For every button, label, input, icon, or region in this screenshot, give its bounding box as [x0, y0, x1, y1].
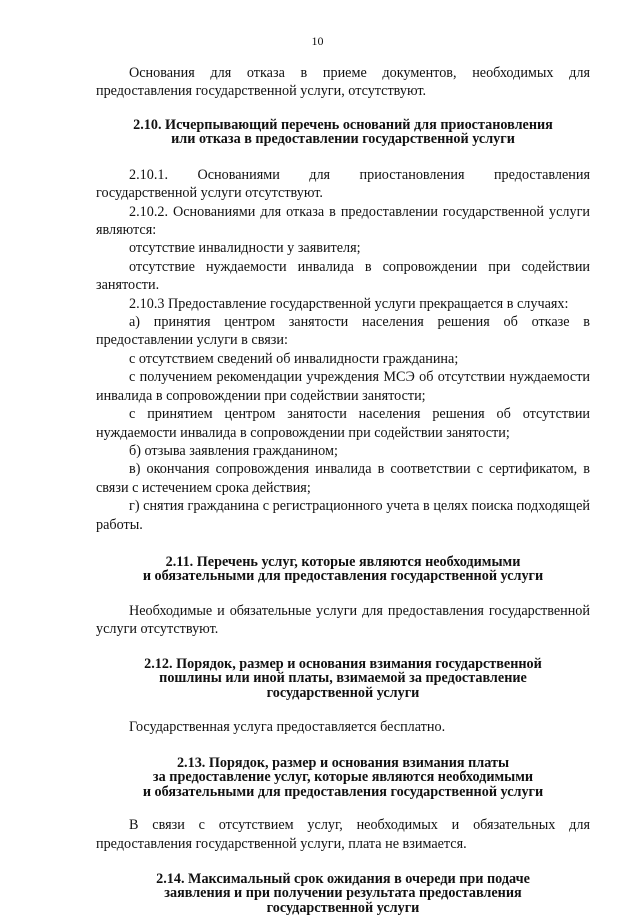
paragraph: Необходимые и обязательные услуги для предоставления государственной услуги отсутствуют.	[96, 602, 590, 638]
paragraph: Основания для отказа в приеме документов, необходимых для предоставления государственной услуги, отсутствуют.	[96, 65, 590, 100]
section-heading-2-13: 2.13. Порядок, размер и основания взимания платы за предоставление услуг, которые являются необходимыми и обязательными для предоставления государственной услуги	[142, 754, 544, 800]
paragraph: с отсутствием сведений об инвалидности гражданина;	[129, 350, 459, 367]
paragraph: отсутствие нуждаемости инвалида в сопровождении при содействии занятости.	[96, 258, 590, 294]
section-heading-2-14: 2.14. Максимальный срок ожидания в очереди при подаче заявления и при получении результата предоставления государственной услуги	[156, 870, 530, 916]
page-number: 10	[311, 34, 324, 48]
paragraph: г) снятия гражданина с регистрационного учета в целях поиска подходящей работы.	[96, 498, 590, 533]
paragraph: отсутствие инвалидности у заявителя;	[129, 240, 361, 257]
section-heading-2-10: 2.10. Исчерпывающий перечень оснований для приостановления или отказа в предоставлении государственной услуги	[133, 116, 553, 148]
document-body	[96, 64, 590, 915]
paragraph: а) принятия центром занятости населения решения об отказе в предоставлении услуги в связи:	[96, 314, 590, 349]
paragraph: с принятием центром занятости населения решения об отсутствии нуждаемости инвалида в сопровождении при содействии занятости;	[96, 406, 590, 441]
paragraph: 2.10.2. Основаниями для отказа в предоставлении государственной услуги являются:	[96, 203, 590, 239]
paragraph: в) окончания сопровождения инвалида в соответствии с сертификатом, в связи с истечением срока действия;	[96, 461, 590, 496]
paragraph: б) отзыва заявления гражданином;	[129, 442, 338, 459]
paragraph: 2.10.3 Предоставление государственной услуги прекращается в случаях:	[129, 295, 569, 312]
section-heading-2-12: 2.12. Порядок, размер и основания взимания государственной пошлины или иной платы, взимаемой за предоставление государственной услуги	[144, 655, 542, 701]
paragraph: Государственная услуга предоставляется бесплатно.	[129, 719, 446, 736]
paragraph: с получением рекомендации учреждения МСЭ об отсутствии нуждаемости инвалида в сопровождении при содействии занятости;	[96, 369, 590, 404]
section-heading-2-11: 2.11. Перечень услуг, которые являются необходимыми и обязательными для предоставления государственной услуги	[142, 553, 544, 585]
paragraph: 2.10.1. Основаниями для приостановления предоставления государственной услуги отсутствуют.	[96, 166, 590, 202]
paragraph: В связи с отсутствием услуг, необходимых и обязательных для предоставления государственной услуги, плата не взимается.	[96, 817, 590, 852]
